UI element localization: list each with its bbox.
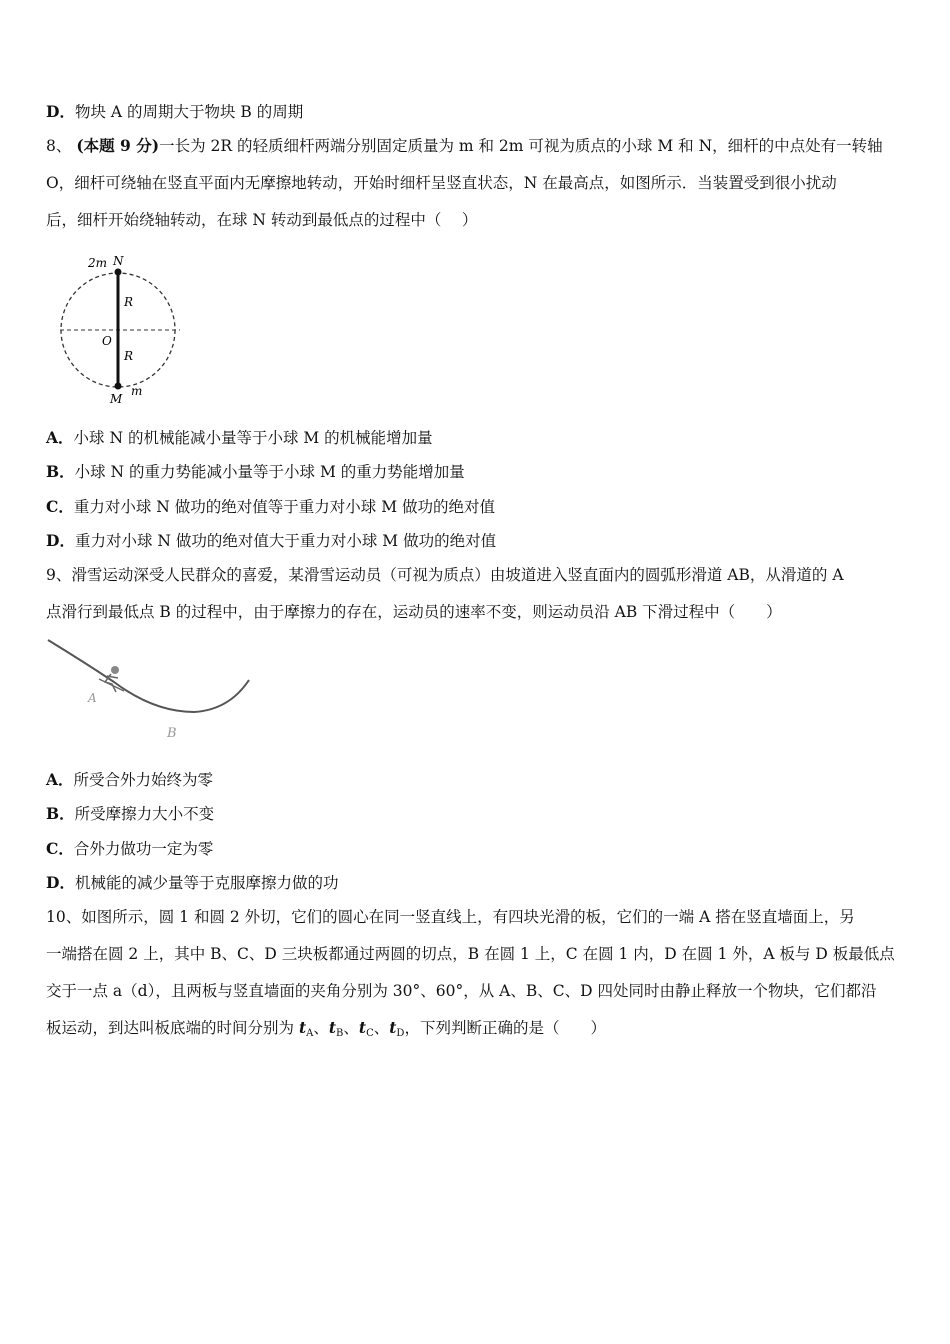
q9-figure [44,636,259,746]
q9-option-d [46,872,908,894]
separator: 、 [313,1019,329,1037]
stem-text: 后，细杆开始绕轴转动，在球 N 转动到最低点的过程中（ ） [46,211,478,229]
q8-option-d [46,530,908,552]
stem-text: 如图所示，圆 1 和圆 2 外切，它们的圆心在同一竖直线上，有四块光滑的板，它们的一端 A 搭在竖直墙面上，另 [81,908,855,926]
label-r-upper: R [124,295,134,309]
t-symbol: t [389,1018,397,1037]
q9-option-a [46,769,908,791]
ball-n [115,269,122,276]
t-sub-d: D [396,1028,405,1039]
option-label: D． [46,102,75,121]
question-number: 10、 [46,908,82,926]
q10-stem-line-4 [46,1017,908,1045]
t-sub-a: A [306,1028,314,1039]
q8-stem-line-2 [46,172,908,194]
label-a: A [88,691,97,705]
t-symbol: t [358,1018,367,1037]
option-text: 所受合外力始终为零 [73,771,214,789]
label-m-mass: m [131,384,143,398]
q9-stem-line-1 [46,564,908,586]
option-text: 小球 N 的重力势能减小量等于小球 M 的重力势能增加量 [74,463,465,481]
q10-stem-line-3 [46,980,908,1002]
option-label: A． [46,428,74,447]
option-text: 重力对小球 N 做功的绝对值大于重力对小球 M 做功的绝对值 [74,532,497,550]
q9-option-c [46,838,908,860]
stem-text: 交于一点 a（d），且两板与竖直墙面的夹角分别为 30°、60°，从 A、B、C、D 四处同时由静止释放一个物块，它们都沿 [46,982,877,1000]
option-label: B． [46,462,75,481]
option-label: B． [46,804,75,823]
option-text: 物块 A 的周期大于物块 B 的周期 [74,103,304,121]
skier-icon [99,666,124,692]
t-sub-c: C [366,1028,374,1039]
label-2m: 2m [88,256,108,270]
q8-option-b [46,461,908,483]
label-m-upper: M [110,392,123,406]
label-o: O [102,334,112,348]
q8-stem-line-3 [46,209,908,231]
question-score: (本题 9 分) [76,136,160,155]
t-symbol: t [298,1018,307,1037]
label-r-lower: R [124,349,134,363]
ball-m [115,383,122,390]
question-number: 8、 [46,137,72,155]
rod-circle-diagram [55,250,195,410]
stem-text: 点滑行到最低点 B 的过程中，由于摩擦力的存在，运动员的速率不变，则运动员沿 AB 下滑过程中（ ） [46,603,782,621]
option-label: C． [46,839,74,858]
t-symbol: t [328,1018,337,1037]
q10-stem-line-1 [46,906,908,928]
option-text: 小球 N 的机械能减小量等于小球 M 的机械能增加量 [73,429,433,447]
option-label: D． [46,531,75,550]
q8-figure [55,250,195,410]
stem-text: 板运动，到达叫板底端的时间分别为 [46,1019,299,1037]
stem-text: O，细杆可绕轴在竖直平面内无摩擦地转动，开始时细杆呈竖直状态，N 在最高点，如图所示．当装置受到很小扰动 [46,174,837,192]
option-text: 重力对小球 N 做功的绝对值等于重力对小球 M 做功的绝对值 [73,498,495,516]
option-text: 所受摩擦力大小不变 [74,805,215,823]
option-label: D． [46,873,75,892]
q10-stem-line-2 [46,943,908,965]
option-label: A． [46,770,74,789]
option-text: 机械能的减少量等于克服摩擦力做的功 [74,874,339,892]
q7-option-d [46,101,908,123]
t-sub-b: B [336,1028,344,1039]
question-number: 9、 [46,566,72,584]
q8-option-a [46,427,908,449]
ski-slope-diagram [44,636,259,746]
q9-stem-line-2 [46,601,908,623]
q8-option-c [46,496,908,518]
stem-text: 滑雪运动深受人民群众的喜爱，某滑雪运动员（可视为质点）由坡道进入竖直面内的圆弧形滑道 AB，从滑道的 A [71,566,844,584]
separator: 、 [373,1019,390,1037]
q8-stem-line-1 [46,135,908,157]
slope-arc [48,640,249,712]
q9-option-b [46,803,908,825]
label-b: B [167,726,177,741]
stem-text: 一端搭在圆 2 上，其中 B、C、D 三块板都通过两圆的切点，B 在圆 1 上，C 在圆 1 内，D 在圆 1 外，A 板与 D 板最低点 [46,945,895,963]
stem-text: ，下列判断正确的是（ ） [404,1019,606,1037]
separator: 、 [343,1019,359,1037]
stem-text: 一长为 2R 的轻质细杆两端分别固定质量为 m 和 2m 可视为质点的小球 M 和 N，细杆的中点处有一转轴 [159,137,883,155]
option-label: C． [46,497,74,516]
option-text: 合外力做功一定为零 [73,840,214,858]
label-n: N [113,254,124,268]
